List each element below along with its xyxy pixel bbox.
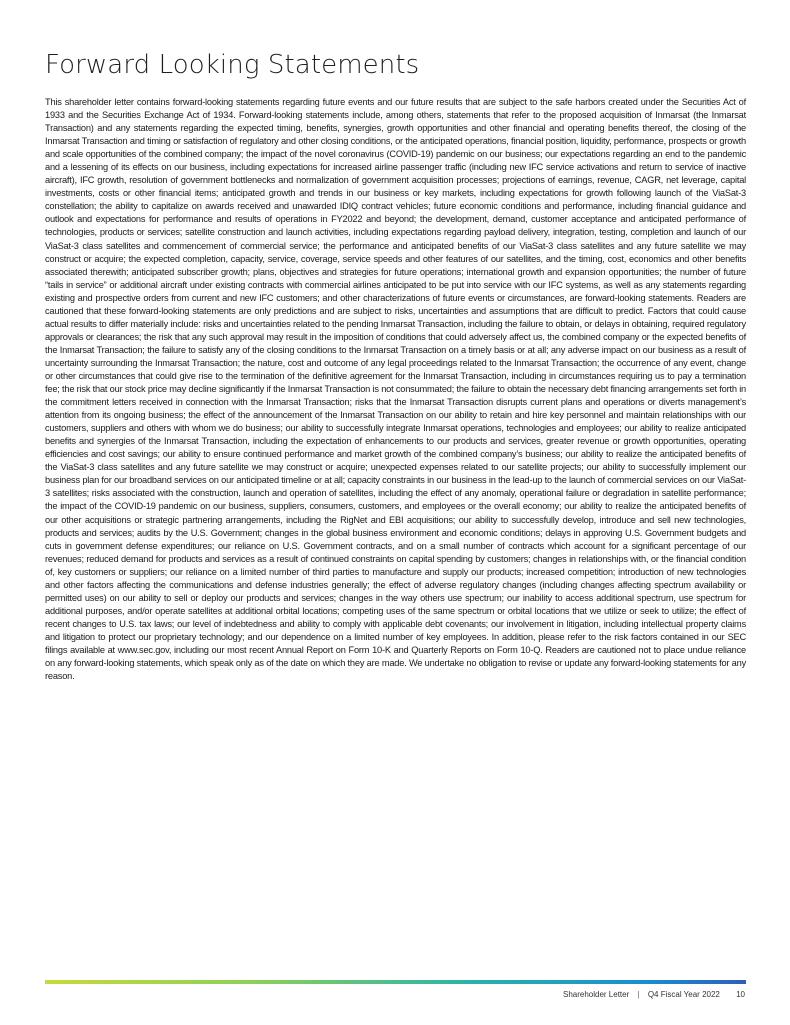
page-footer (563, 990, 745, 999)
footer-separator: | (637, 990, 640, 999)
footer-period: Q4 Fiscal Year 2022 (647, 990, 720, 999)
forward-looking-statements-body: This shareholder letter contains forward-looking statements regarding future events and our future results that are subject to the safe harbors created under the Securities Act of 1933 and the Securities Exchange Act of 1934. Forward-looking statements include, among others, statements that refer to the proposed acquisition of Inmarsat (the Inmarsat Transaction) and any statements regarding the expected timing, benefits, synergies, growth opportunities and other financial and operating benefits thereof, the closing of the Inmarsat Transaction and timing or satisfaction of regulatory and other closing conditions, or the anticipated operations, financial position, liquidity, performance, prospects or growth and scale opportunities of the combined company; the impact of the novel coronavirus (COVID-19) pandemic on our business; our expectations regarding an end to the pandemic and a lessening of its effects on our business, including expectations for increased airline passenger traffic (including new IFC service activations and return to service of inactive aircraft), IFC growth, resolution of government bottlenecks and normalization of government acquisition processes; projections of earnings, revenue, CAGR, net leverage, capital investments, costs or other financial items; anticipated growth and trends in our business or key markets, including expectations for growth following launch of the ViaSat-3 constellation; the ability to capitalize on awards received and unawarded IDIQ contract vehicles; future economic conditions and performance, including financial guidance and outlook and expectations for performance and results of operations in FY2022 and beyond; the development, demand, customer acceptance and anticipated performance of technologies, products or services; satellite construction and launch activities, including expectations regarding payload delivery, integration, testing, completion and launch of our ViaSat-3 class satellites and commencement of commercial service; the performance and anticipated benefits of our ViaSat-3 class satellites and any future satellite we may construct or acquire; the expected completion, capacity, service, coverage, service speeds and other features of our satellites, and the timing, cost, economics and other benefits associated therewith; anticipated subscriber growth; plans, objectives and strategies for future operations; international growth and expansion opportunities; the number of future “tails in service” or additional aircraft under existing contracts with commercial airlines anticipated to be put into service with our IFC systems, as well as any statements regarding existing and prospective orders from current and new IFC customers; and other characterizations of future events or circumstances, are forward-looking statements. Readers are cautioned that these forward-looking statements are only predictions and are subject to risks, uncertainties and assumptions that are difficult to predict. Factors that could cause actual results to differ materially include: risks and uncertainties related to the pending Inmarsat Transaction, including the failure to obtain, or delays in obtaining, required regulatory approvals or clearances; the risk that any such approval may result in the imposition of conditions that could adversely affect us, the combined company or the expected benefits of the Inmarsat Transaction; the failure to satisfy any of the closing conditions to the Inmarsat Transaction on a timely basis or at all; any adverse impact on our business as a result of uncertainty surrounding the Inmarsat Transaction; the nature, cost and outcome of any legal proceedings related to the Inmarsat Transaction; the occurrence of any event, change or other circumstances that could give rise to the termination of the definitive agreement for the Inmarsat Transaction, including in circumstances requiring us to pay a termination fee; the risk that our stock price may decline significantly if the Inmarsat Transaction is not consummated; the failure to obtain the necessary debt financing arrangements set forth in the commitment letters received in connection with the Inmarsat Transaction; risks that the Inmarsat Transaction disrupts current plans and operations or diverts management’s attention from its ongoing business; the effect of the announcement of the Inmarsat Transaction on our ability to retain and hire key personnel and maintain relationships with our customers, suppliers and others with whom we do business; our ability to successfully integrate Inmarsat operations, technologies and employees; our ability to realize anticipated benefits and synergies of the Inmarsat Transaction, including the expectation of enhancements to our products and services, greater revenue or growth opportunities, operating efficiencies and cost savings; our ability to ensure continued performance and market growth of the combined company’s business; our ability to realize the anticipated benefits of the ViaSat-3 class satellites and any future satellite we may construct or acquire; unexpected expenses related to our satellite projects; our ability to successfully implement our business plan for our broadband services on our anticipated timeline or at all; capacity constraints in our business in the lead-up to the launch of commercial services on our ViaSat-3 satellites; risks associated with the construction, launch and operation of satellites, including the effect of any anomaly, operational failure or degradation in satellite performance; the impact of the COVID-19 pandemic on our business, suppliers, consumers, customers, and employees or the overall economy; our ability to realize the anticipated benefits of our other acquisitions or strategic partnering arrangements, including the RigNet and EBI acquisitions; our ability to successfully develop, introduce and sell new technologies, products and services; audits by the U.S. Government; changes in the global business environment and economic conditions; delays in approving U.S. Government budgets and cuts in government defense expenditures; our reliance on U.S. Government contracts, and on a small number of contracts which account for a significant percentage of our revenues; reduced demand for products and services as a result of continued constraints on capital spending by customers; changes in relationships with, or the financial condition of, key customers or suppliers; our reliance on a limited number of third parties to manufacture and supply our products; increased competition; introduction of new technologies and other factors affecting the communications and defense industries generally; the effect of adverse regulatory changes (including changes affecting spectrum availability or permitted uses) on our ability to sell or deploy our products and services; changes in the way others use spectrum; our inability to access additional spectrum, use spectrum for additional purposes, and/or operate satellites at additional orbital locations; competing uses of the same spectrum or orbital locations that we utilize or seek to utilize; the effect of recent changes to U.S. tax laws; our level of indebtedness and ability to comply with applicable debt covenants; our involvement in litigation, including intellectual property claims and litigation to protect our proprietary technology; and our dependence on a limited number of key employees. In addition, please refer to the risk factors contained in our SEC filings available at www.sec.gov, including our most recent Annual Report on Form 10-K and Quarterly Reports on Form 10-Q. Readers are cautioned not to place undue reliance on any forward-looking statements, which speak only as of the date on which they are made. We undertake no obligation to revise or update any forward-looking statements for any reason. (45, 97, 746, 682)
page-title: Forward Looking Statements (45, 50, 420, 80)
page-number: 10 (736, 990, 745, 999)
footer-doc-label: Shareholder Letter (563, 990, 630, 999)
footer-divider-bar (45, 980, 746, 984)
